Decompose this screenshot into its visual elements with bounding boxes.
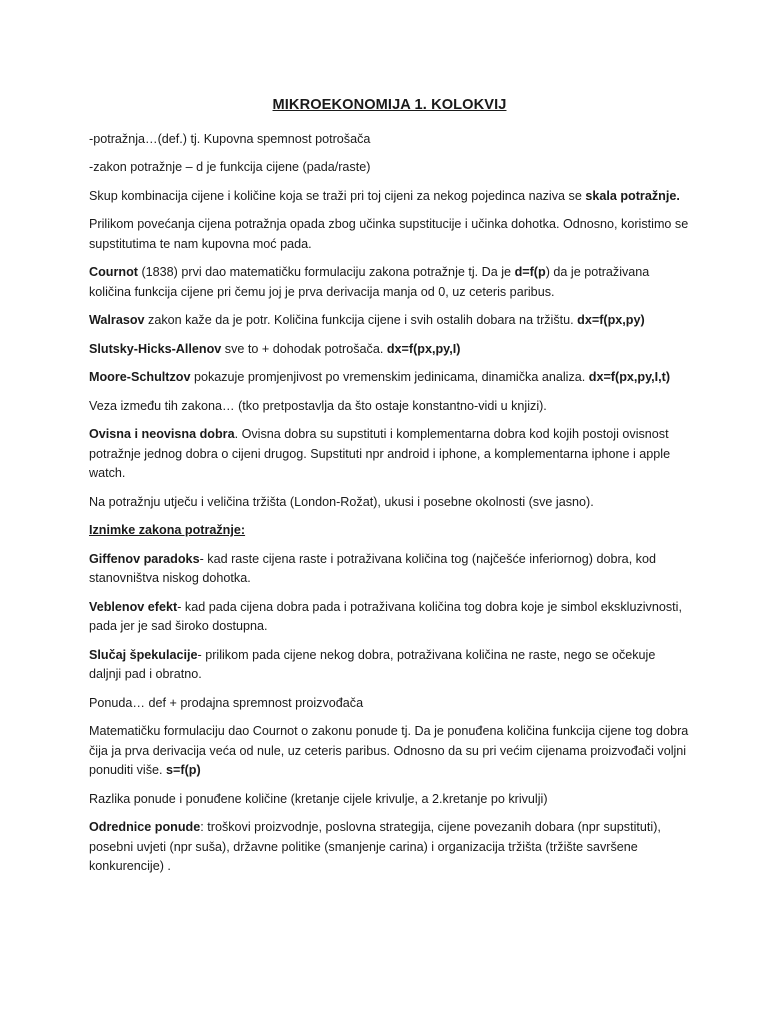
bold-term: d=f(p — [514, 265, 546, 279]
paragraph-text: Prilikom povećanja cijena potražnja opada zbog učinka supstitucije i učinka dohotka. Odnosno, koristimo se supstitutima te nam kupovna moć pada. — [89, 217, 689, 251]
paragraph — [89, 493, 690, 513]
paragraph-text: - prilikom pada cijene nekog dobra, potraživana količina ne raste, nego se očekuje daljnji pad i obratno. — [89, 647, 656, 681]
paragraph — [89, 397, 690, 417]
paragraph — [89, 263, 690, 302]
paragraph — [89, 790, 690, 810]
paragraph-text: Matematičku formulaciju dao Cournot o zakonu ponude tj. Da je ponuđena količina funkcija cijene tog dobra čija ja prva derivacija veća od nule, uz ceteris paribus. Odnosno da su pri većim cijenama proizvođači voljni ponuditi više. — [89, 724, 689, 777]
paragraph-text: ) da je potraživana količina funkcija cijene pri čemu joj je prva derivacija manja od 0, uz ceteris paribus. — [89, 265, 650, 299]
paragraph — [89, 722, 690, 781]
bold-term: Ovisna i neovisna dobra — [89, 427, 235, 441]
bold-term: skala potražnje. — [585, 188, 680, 203]
bold-term: dx=f(px,py) — [577, 313, 645, 327]
bold-term: Iznimke zakona potražnje: — [89, 523, 246, 537]
paragraph — [89, 694, 690, 714]
paragraph-text: Ponuda… def + prodajna spremnost proizvođača — [89, 695, 364, 710]
paragraph — [89, 130, 690, 150]
bold-term: Cournot — [89, 265, 138, 279]
paragraph — [89, 425, 690, 484]
paragraph-text: (1838) prvi dao matematičku formulaciju zakona potražnje tj. Da je — [137, 265, 515, 279]
paragraph — [89, 598, 690, 637]
paragraph-text: sve to + dohodak potrošača. — [221, 341, 387, 356]
paragraph-text: - kad raste cijena raste i potraživana količina tog (najčešće inferiornog) dobra, kod stanovništva niskog dohotka. — [89, 551, 656, 585]
bold-term: Slutsky-Hicks-Allenov — [89, 341, 222, 356]
bold-term: Odrednice ponude — [89, 820, 201, 834]
bold-term: dx=f(px,py,I) — [386, 341, 461, 356]
paragraph-text: zakon kaže da je potr. Količina funkcija cijene i svih ostalih dobara na tržištu. — [144, 313, 578, 327]
paragraph — [89, 311, 690, 331]
paragraph-text: -zakon potražnje – d je funkcija cijene (pada/raste) — [89, 160, 371, 174]
bold-term: s=f(p) — [166, 763, 201, 777]
paragraph — [89, 818, 690, 877]
paragraph-text: Veza između tih zakona… (tko pretpostavlja da što ostaje konstantno-vidi u knjizi). — [89, 398, 547, 413]
paragraph-text: pokazuje promjenjivost po vremenskim jedinicama, dinamička analiza. — [190, 370, 589, 384]
paragraph — [89, 158, 690, 178]
bold-term: dx=f(px,py,I,t) — [588, 370, 671, 384]
document-body — [89, 130, 690, 877]
paragraph-text: . Ovisna dobra su supstituti i komplementarna dobra kod kojih postoji ovisnost potražnje jednog dobra o cijeni drugog. Supstituti npr android i iphone, a komplementarna iphone i apple watch. — [89, 427, 671, 480]
paragraph — [89, 646, 690, 685]
paragraph — [89, 550, 690, 589]
paragraph-text: Skup kombinacija cijene i količine koja se traži pri toj cijeni za nekog pojedinca naziva se — [89, 188, 586, 203]
bold-term: Slučaj špekulacije — [89, 647, 198, 662]
bold-term: Giffenov paradoks — [89, 551, 200, 566]
paragraph — [89, 368, 690, 388]
bold-term: Walrasov — [89, 313, 145, 327]
paragraph — [89, 215, 690, 254]
paragraph — [89, 521, 690, 541]
paragraph — [89, 187, 690, 207]
bold-term: Moore-Schultzov — [89, 370, 191, 384]
paragraph — [89, 340, 690, 360]
bold-term: Veblenov efekt — [89, 599, 178, 614]
document-title: MIKROEKONOMIJA 1. KOLOKVIJ — [272, 97, 507, 113]
paragraph-text: Na potražnju utječu i veličina tržišta (London-Rožat), ukusi i posebne okolnosti (sve jasno). — [89, 494, 594, 509]
paragraph-text: -potražnja…(def.) tj. Kupovna spemnost potrošača — [89, 131, 371, 146]
paragraph-text: : troškovi proizvodnje, poslovna strategija, cijene povezanih dobara (npr supstituti), posebni uvjeti (npr suša), državne politike (smanjenje carina) i organizacija tržišta (tržište savršene konkurencije) . — [89, 820, 661, 873]
paragraph-text: - kad pada cijena dobra pada i potraživana količina tog dobra koje je simbol ekskluzivnosti, pada jer je sad široko dostupna. — [89, 599, 682, 633]
paragraph-text: Razlika ponude i ponuđene količine (kretanje cijele krivulje, a 2.kretanje po krivulji) — [89, 791, 548, 806]
